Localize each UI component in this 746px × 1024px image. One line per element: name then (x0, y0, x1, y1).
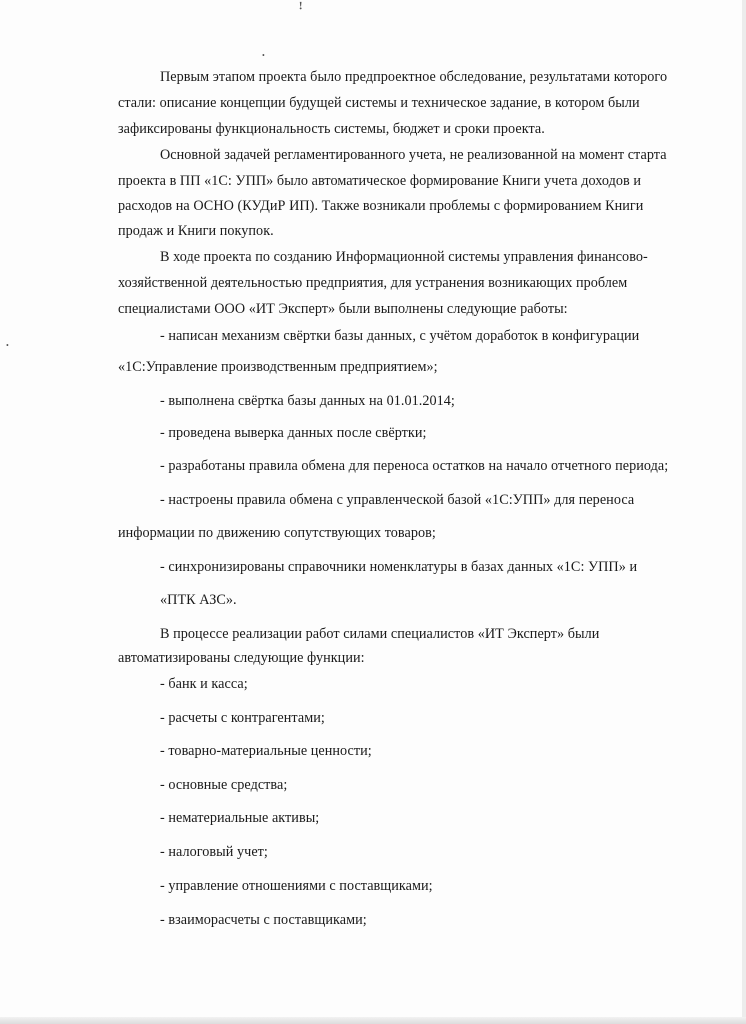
paragraph-3-line-1: В ходе проекта по созданию Информационной системы управления финансово- (160, 249, 648, 265)
paragraph-2-line-2: проекта в ПП «1С: УПП» было автоматическое формирование Книги учета доходов и (118, 173, 641, 189)
paragraph-1-line-1: Первым этапом проекта было предпроектное обследование, результатами которого (160, 69, 668, 85)
work-item-5-line-2: информации по движению сопутствующих товаров; (118, 525, 436, 541)
paragraph-2-line-4: продаж и Книги покупок. (118, 223, 274, 239)
scan-dot: • (262, 51, 265, 60)
paragraph-1-line-3: зафиксированы функциональность системы, бюджет и сроки проекта. (118, 121, 545, 137)
work-item-4: - разработаны правила обмена для переноса остатков на начало отчетного периода; (160, 458, 669, 474)
paragraph-2-line-1: Основной задачей регламентированного учета, не реализованной на момент старта (160, 147, 667, 163)
scan-dot-left: • (6, 341, 9, 350)
work-item-1-line-1: - написан механизм свёртки базы данных, с учётом доработок в конфигурации (160, 328, 640, 344)
function-item: - расчеты с контрагентами; (160, 710, 325, 726)
work-item-5-line-1: - настроены правила обмена с управленческой базой «1С:УПП» для переноса (160, 492, 635, 508)
scan-edge-bottom (0, 1017, 746, 1024)
paragraph-4-line-2: автоматизированы следующие функции: (118, 650, 365, 666)
paragraph-4-line-1: В процессе реализации работ силами специалистов «ИТ Эксперт» были (160, 626, 600, 642)
paragraph-2-line-3: расходов на ОСНО (КУДиР ИП). Также возникали проблемы с формированием Книги (118, 198, 644, 214)
paragraph-3-line-3: специалистами ООО «ИТ Эксперт» были выполнены следующие работы: (118, 301, 568, 317)
scan-mark-top: ꜝ (298, 3, 304, 20)
paragraph-3-line-2: хозяйственной деятельностью предприятия, для устранения возникающих проблем (118, 275, 628, 291)
work-item-1-line-2: «1С:Управление производственным предприятием»; (118, 359, 438, 375)
paragraph-1-line-2: стали: описание концепции будущей системы и техническое задание, в котором были (118, 95, 640, 111)
scan-edge-right (742, 0, 746, 1024)
work-item-6-line-2: «ПТК АЗС». (160, 592, 237, 608)
function-item: - основные средства; (160, 777, 288, 793)
function-item: - управление отношениями с поставщиками; (160, 878, 433, 894)
function-item: - налоговый учет; (160, 844, 268, 860)
work-item-2: - выполнена свёртка базы данных на 01.01.2014; (160, 393, 455, 409)
function-item: - взаиморасчеты с поставщиками; (160, 912, 367, 928)
function-item: - нематериальные активы; (160, 810, 320, 826)
function-item: - банк и касса; (160, 676, 248, 692)
function-item: - товарно-материальные ценности; (160, 743, 372, 759)
work-item-3: - проведена выверка данных после свёртки; (160, 425, 427, 441)
work-item-6-line-1: - синхронизированы справочники номенклатуры в базах данных «1С: УПП» и (160, 559, 638, 575)
